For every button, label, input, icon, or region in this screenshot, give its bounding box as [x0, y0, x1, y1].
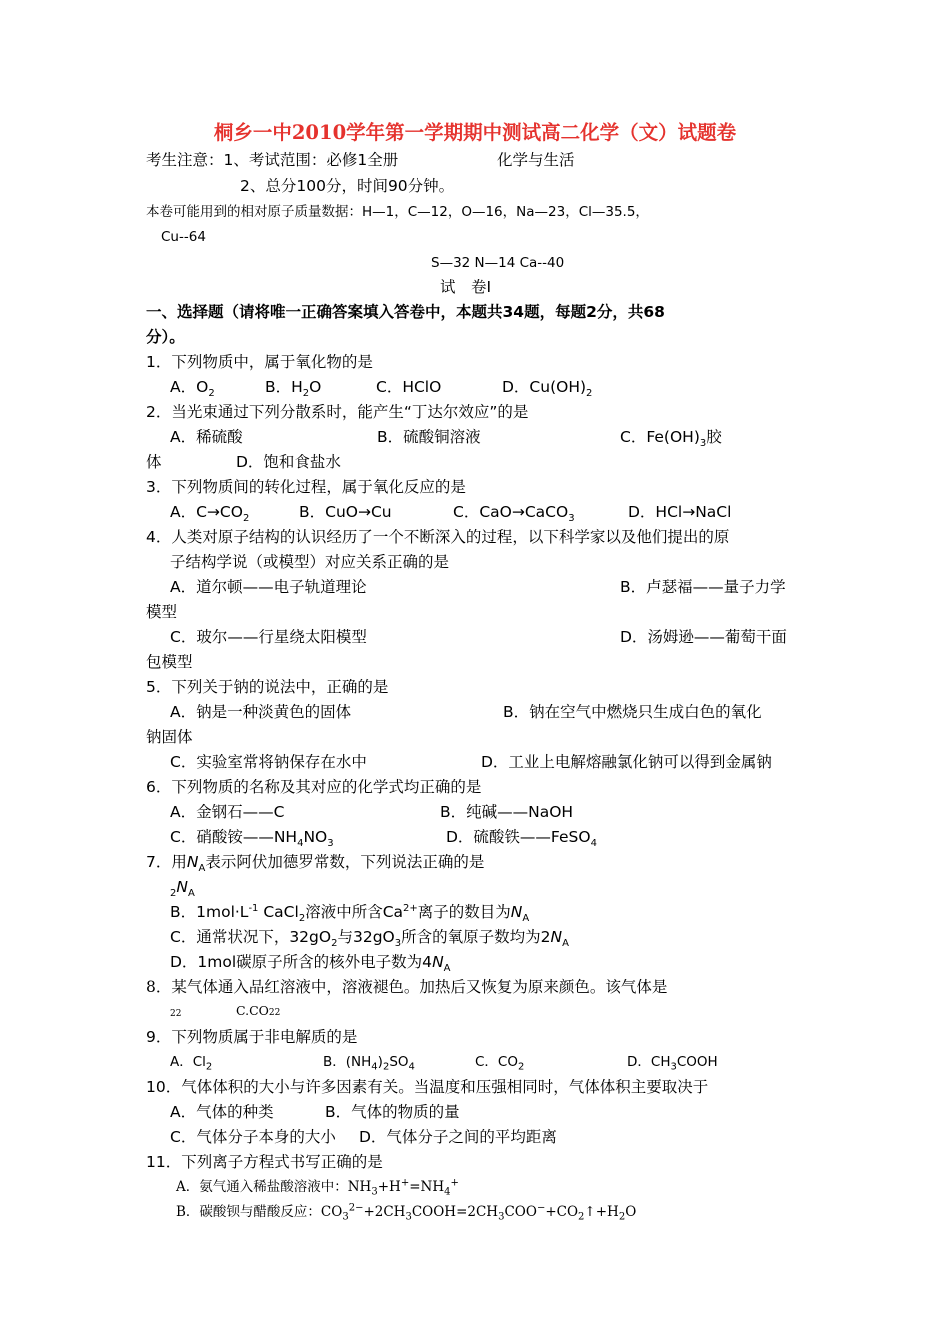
q10-option-c: C．气体分子本身的大小 [170, 1128, 336, 1146]
q7-option-b: B．$1mol\cdot L^{-1}$ CaCl$_2$溶液中所含$Ca^{2+}$离子的数目为$N_A$ [170, 902, 530, 925]
q1-option-b: B．$H_2O$ [265, 378, 322, 400]
q4-option-d-cont: 包模型 [146, 653, 193, 671]
q7-option-c: C．通常状况下，$32gO_2$与$32gO_3$所含的氧原子数均为$2N_A$ [170, 928, 569, 950]
notice-line-2: 2、总分100分，时间90分钟。 [240, 177, 455, 195]
q2-option-b: B．硫酸铜溶液 [377, 428, 481, 446]
q10-stem: 10．气体体积的大小与许多因素有关。当温度和压强相同时，气体体积主要取决于 [146, 1078, 709, 1096]
q6-stem: 6．下列物质的名称及其对应的化学式均正确的是 [146, 778, 482, 796]
q3-option-a: A．$C\to CO_2$ [170, 503, 250, 525]
q1-option-c: C．HClO [376, 378, 442, 396]
q6-option-d: D．硫酸铁——FeSO$_4$ [446, 828, 597, 850]
notice-scope: 考生注意：1、考试范围：必修1全册 [146, 151, 399, 169]
q11-option-b: B．碳酸钡与醋酸反应：$CO_3^{2-}+2CH_3COOH=2CH_3COO^-+CO_2↑+H_2O$ [176, 1202, 637, 1223]
q2-option-c-cont: 体 [146, 453, 162, 471]
q2-option-d: D．饱和食盐水 [236, 453, 341, 471]
q4-option-c: C．玻尔——行星绕太阳模型 [170, 628, 367, 646]
notice-scope-tail: 化学与生活 [497, 151, 575, 169]
q1-stem: 1．下列物质中，属于氧化物的是 [146, 353, 373, 371]
q4-stem-cont: 子结构学说（或模型）对应关系正确的是 [170, 553, 450, 571]
page-title: 桐乡一中2010学年第一学期期中测试高二化学（文）试题卷 [213, 121, 737, 144]
q8-fragment-2: C.CO22 [236, 1003, 281, 1018]
q7-option-d: D．1mol碳原子所含的核外电子数为$4N_A$ [170, 953, 451, 975]
q9-stem: 9．下列物质属于非电解质的是 [146, 1028, 358, 1046]
q1-option-a: A．$O_2$ [170, 378, 215, 400]
q4-option-b: B．卢瑟福——量子力学 [620, 578, 786, 596]
q9-option-c: C．$CO_2$ [475, 1054, 525, 1073]
q5-option-b-cont: 钠固体 [146, 728, 193, 746]
q5-option-a: A．钠是一种淡黄色的固体 [170, 703, 352, 721]
section-heading: 一、选择题（请将唯一正确答案填入答卷中，本题共34题，每题2分，共68 [146, 303, 665, 321]
q9-option-d: D．$CH_3COOH$ [627, 1054, 718, 1073]
q10-option-d: D．气体分子之间的平均距离 [359, 1128, 557, 1146]
q4-option-b-cont: 模型 [146, 603, 178, 621]
q3-option-d: D．HCl→NaCl [628, 503, 732, 521]
q6-option-c: C．硝酸铵$——NH_4NO_3$ [170, 828, 334, 850]
paper-label: 试 卷Ⅰ [440, 278, 492, 296]
q3-option-c: C．CaO→CaCO$_3$ [453, 503, 575, 525]
q4-option-a: A．道尔顿——电子轨道理论 [170, 578, 367, 596]
q3-stem: 3．下列物质间的转化过程，属于氧化反应的是 [146, 478, 466, 496]
atomic-masses-line-1: 本卷可能用到的相对原子质量数据：H—1，C—12，O—16，Na—23，Cl—35.5， [146, 204, 649, 220]
q4-option-d: D．汤姆逊——葡萄干面 [620, 628, 787, 646]
q10-option-a: A．气体的种类 [170, 1103, 274, 1121]
q1-option-d: D．$Cu(OH)_2$ [502, 378, 593, 400]
q5-option-d: D．工业上电解熔融氯化钠可以得到金属钠 [481, 753, 772, 771]
q9-option-b: B．$(NH_4)_2SO_4$ [323, 1054, 415, 1073]
q5-option-b: B．钠在空气中燃烧只生成白色的氧化 [503, 703, 762, 721]
q5-option-c: C．实验室常将钠保存在水中 [170, 753, 367, 771]
q6-option-b: B．纯碱——NaOH [440, 803, 574, 821]
q8-stem: 8．某气体通入品红溶液中，溶液褪色。加热后又恢复为原来颜色。该气体是 [146, 978, 668, 996]
q5-stem: 5．下列关于钠的说法中，正确的是 [146, 678, 389, 696]
q6-option-a: A．金钢石——C [170, 803, 285, 821]
section-heading-cont: 分）。 [146, 328, 185, 346]
q7-stem: 7．用$N_A$表示阿伏加德罗常数，下列说法正确的是 [146, 853, 485, 875]
q3-option-b: B．CuO→Cu [299, 503, 392, 521]
atomic-masses-line-2: Cu--64 [161, 229, 206, 245]
q2-stem: 2．当光束通过下列分散系时，能产生“丁达尔效应”的是 [146, 403, 529, 421]
q9-option-a: A．$Cl_2$ [170, 1054, 213, 1073]
q2-option-c: C．$Fe(OH)_3$胶 [620, 428, 722, 450]
q4-stem: 4．人类对原子结构的认识经历了一个不断深入的过程，以下科学家以及他们提出的原 [146, 528, 730, 546]
q8-fragment-1: 22 [170, 1009, 182, 1019]
q11-option-a: A．氨气通入稀盐酸溶液中：$NH_3+H^+=NH_4^+$ [176, 1177, 459, 1198]
atomic-masses-line-3: S—32 N—14 Ca--40 [431, 255, 565, 271]
q7-option-a-fragment: $_2N_A$ [170, 878, 195, 900]
q2-option-a: A．稀硫酸 [170, 428, 243, 446]
q11-stem: 11．下列离子方程式书写正确的是 [146, 1153, 383, 1171]
notice-line-1 [146, 150, 398, 170]
q10-option-b: B．气体的物质的量 [325, 1103, 460, 1121]
